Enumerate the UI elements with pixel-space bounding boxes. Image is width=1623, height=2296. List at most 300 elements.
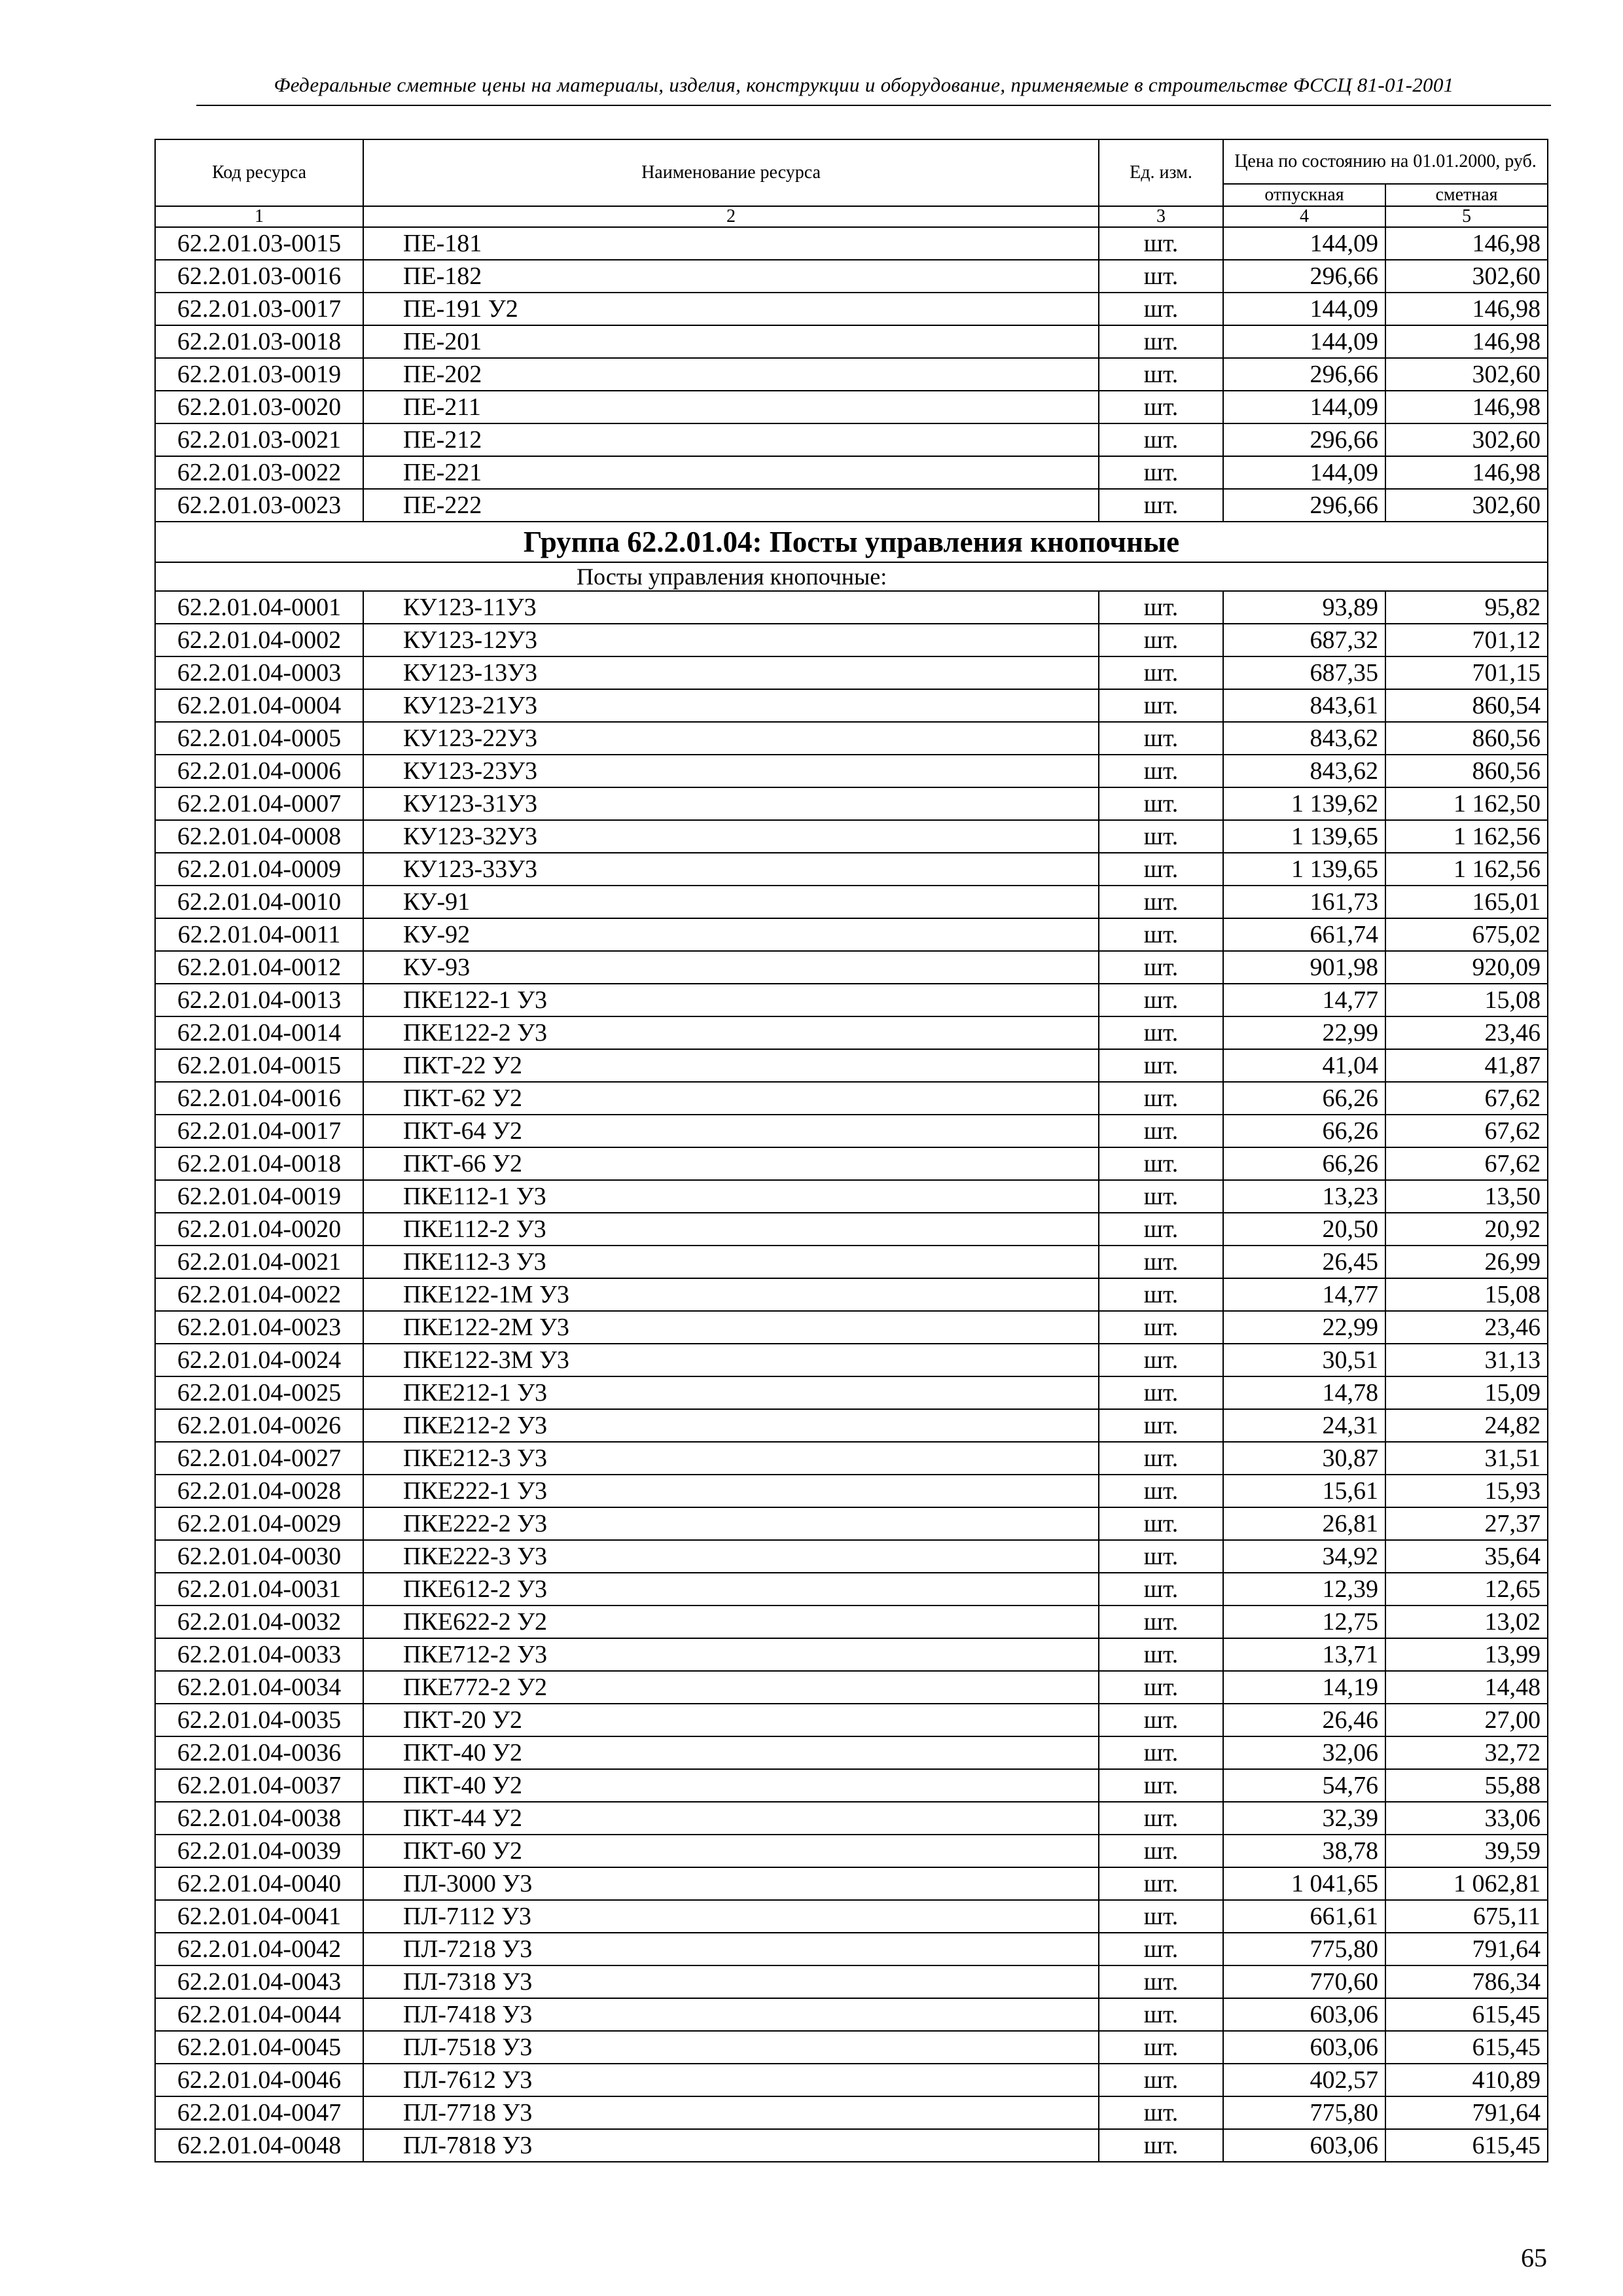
unit: шт. — [1099, 1475, 1223, 1507]
table-row — [155, 624, 1548, 656]
resource-name: КУ123-22У3 — [363, 722, 1099, 755]
price-estimate: 146,98 — [1385, 391, 1548, 423]
price-release: 843,62 — [1223, 722, 1385, 755]
unit: шт. — [1099, 984, 1223, 1016]
unit: шт. — [1099, 1376, 1223, 1409]
table-row — [155, 591, 1548, 624]
header-price: Цена по состоянию на 01.01.2000, руб. — [1223, 139, 1548, 184]
unit: шт. — [1099, 423, 1223, 456]
resource-name: ПКТ-66 У2 — [363, 1147, 1099, 1180]
unit: шт. — [1099, 1573, 1223, 1605]
resource-name: ПКЕ212-1 У3 — [363, 1376, 1099, 1409]
unit: шт. — [1099, 656, 1223, 689]
unit: шт. — [1099, 456, 1223, 489]
resource-name: ПЕ-222 — [363, 489, 1099, 522]
unit: шт. — [1099, 227, 1223, 260]
resource-code: 62.2.01.04-0021 — [155, 1246, 363, 1278]
price-release: 1 139,65 — [1223, 820, 1385, 853]
price-release: 38,78 — [1223, 1835, 1385, 1867]
resource-code: 62.2.01.04-0033 — [155, 1638, 363, 1671]
resource-code: 62.2.01.04-0041 — [155, 1900, 363, 1933]
table-row — [155, 2064, 1548, 2096]
price-estimate: 165,01 — [1385, 886, 1548, 918]
resource-code: 62.2.01.04-0025 — [155, 1376, 363, 1409]
table-row — [155, 1213, 1548, 1246]
unit: шт. — [1099, 1867, 1223, 1900]
resource-code: 62.2.01.04-0047 — [155, 2096, 363, 2129]
resource-code: 62.2.01.04-0001 — [155, 591, 363, 624]
price-estimate: 302,60 — [1385, 489, 1548, 522]
price-estimate: 410,89 — [1385, 2064, 1548, 2096]
unit: шт. — [1099, 918, 1223, 951]
resource-name: ПКТ-60 У2 — [363, 1835, 1099, 1867]
header-price-release: отпускная — [1223, 184, 1385, 206]
price-release: 775,80 — [1223, 1933, 1385, 1965]
price-release: 843,61 — [1223, 689, 1385, 722]
unit: шт. — [1099, 1311, 1223, 1344]
price-estimate: 23,46 — [1385, 1311, 1548, 1344]
unit: шт. — [1099, 260, 1223, 293]
price-release: 603,06 — [1223, 2031, 1385, 2064]
resource-name: ПЛ-7612 У3 — [363, 2064, 1099, 2096]
column-number: 1 — [155, 206, 363, 227]
unit: шт. — [1099, 1965, 1223, 1998]
price-release: 296,66 — [1223, 423, 1385, 456]
unit: шт. — [1099, 2031, 1223, 2064]
resource-code: 62.2.01.03-0022 — [155, 456, 363, 489]
resource-code: 62.2.01.04-0029 — [155, 1507, 363, 1540]
table-row — [155, 886, 1548, 918]
table-row — [155, 1769, 1548, 1802]
price-estimate: 15,08 — [1385, 984, 1548, 1016]
price-table — [154, 139, 1548, 2162]
table-row — [155, 1049, 1548, 1082]
table-row — [155, 820, 1548, 853]
table-row — [155, 1507, 1548, 1540]
table-row — [155, 689, 1548, 722]
resource-name: ПКЕ622-2 У2 — [363, 1605, 1099, 1638]
resource-code: 62.2.01.03-0021 — [155, 423, 363, 456]
resource-name: ПКЕ212-2 У3 — [363, 1409, 1099, 1442]
price-estimate: 615,45 — [1385, 1998, 1548, 2031]
price-estimate: 13,02 — [1385, 1605, 1548, 1638]
price-release: 144,09 — [1223, 391, 1385, 423]
resource-code: 62.2.01.04-0042 — [155, 1933, 363, 1965]
price-estimate: 15,08 — [1385, 1278, 1548, 1311]
resource-name: ПКЕ122-1 У3 — [363, 984, 1099, 1016]
subgroup-title: Посты управления кнопочные: — [363, 562, 1548, 591]
price-estimate: 701,12 — [1385, 624, 1548, 656]
resource-name: ПКЕ122-1М У3 — [363, 1278, 1099, 1311]
resource-code: 62.2.01.04-0039 — [155, 1835, 363, 1867]
column-number: 5 — [1385, 206, 1548, 227]
price-estimate: 41,87 — [1385, 1049, 1548, 1082]
price-estimate: 33,06 — [1385, 1802, 1548, 1835]
price-release: 687,32 — [1223, 624, 1385, 656]
unit: шт. — [1099, 1213, 1223, 1246]
table-row — [155, 1311, 1548, 1344]
table-row — [155, 787, 1548, 820]
price-release: 14,77 — [1223, 984, 1385, 1016]
price-estimate: 302,60 — [1385, 423, 1548, 456]
resource-name: ПКЕ112-3 У3 — [363, 1246, 1099, 1278]
price-release: 13,71 — [1223, 1638, 1385, 1671]
price-estimate: 20,92 — [1385, 1213, 1548, 1246]
table-row — [155, 1605, 1548, 1638]
table-row — [155, 1671, 1548, 1704]
resource-name: ПКТ-20 У2 — [363, 1704, 1099, 1736]
resource-code: 62.2.01.04-0031 — [155, 1573, 363, 1605]
table-row — [155, 260, 1548, 293]
resource-code: 62.2.01.04-0038 — [155, 1802, 363, 1835]
price-release: 603,06 — [1223, 1998, 1385, 2031]
resource-code: 62.2.01.04-0043 — [155, 1965, 363, 1998]
resource-name: КУ123-12У3 — [363, 624, 1099, 656]
price-estimate: 39,59 — [1385, 1835, 1548, 1867]
unit: шт. — [1099, 853, 1223, 886]
resource-name: ПКТ-64 У2 — [363, 1115, 1099, 1147]
resource-code: 62.2.01.04-0024 — [155, 1344, 363, 1376]
resource-code: 62.2.01.04-0003 — [155, 656, 363, 689]
unit: шт. — [1099, 1049, 1223, 1082]
resource-name: КУ123-21У3 — [363, 689, 1099, 722]
price-release: 402,57 — [1223, 2064, 1385, 2096]
unit: шт. — [1099, 1704, 1223, 1736]
price-estimate: 860,54 — [1385, 689, 1548, 722]
table-row — [155, 1016, 1548, 1049]
table-body-before — [155, 227, 1548, 522]
price-estimate: 31,51 — [1385, 1442, 1548, 1475]
resource-code: 62.2.01.04-0037 — [155, 1769, 363, 1802]
price-release: 26,81 — [1223, 1507, 1385, 1540]
unit: шт. — [1099, 1638, 1223, 1671]
resource-name: ПКЕ222-1 У3 — [363, 1475, 1099, 1507]
price-estimate: 701,15 — [1385, 656, 1548, 689]
header-price-estimate: сметная — [1385, 184, 1548, 206]
unit: шт. — [1099, 293, 1223, 325]
table-row — [155, 1442, 1548, 1475]
page-number: 65 — [1521, 2243, 1547, 2272]
price-release: 687,35 — [1223, 656, 1385, 689]
table-row — [155, 1736, 1548, 1769]
resource-name: ПЛ-7112 У3 — [363, 1900, 1099, 1933]
subgroup-code-cell — [155, 562, 363, 591]
price-estimate: 31,13 — [1385, 1344, 1548, 1376]
price-release: 901,98 — [1223, 951, 1385, 984]
table-row — [155, 358, 1548, 391]
resource-code: 62.2.01.04-0035 — [155, 1704, 363, 1736]
table-row — [155, 325, 1548, 358]
resource-name: ПЛ-3000 У3 — [363, 1867, 1099, 1900]
resource-name: ПЛ-7718 У3 — [363, 2096, 1099, 2129]
price-release: 775,80 — [1223, 2096, 1385, 2129]
table-row — [155, 391, 1548, 423]
unit: шт. — [1099, 2064, 1223, 2096]
price-estimate: 146,98 — [1385, 325, 1548, 358]
table-header — [155, 139, 1548, 227]
resource-code: 62.2.01.04-0048 — [155, 2129, 363, 2162]
price-release: 12,39 — [1223, 1573, 1385, 1605]
unit: шт. — [1099, 1278, 1223, 1311]
resource-code: 62.2.01.04-0016 — [155, 1082, 363, 1115]
resource-code: 62.2.01.04-0009 — [155, 853, 363, 886]
resource-code: 62.2.01.04-0027 — [155, 1442, 363, 1475]
price-release: 1 139,62 — [1223, 787, 1385, 820]
group-section — [155, 522, 1548, 591]
resource-name: ПКЕ212-3 У3 — [363, 1442, 1099, 1475]
price-release: 14,19 — [1223, 1671, 1385, 1704]
unit: шт. — [1099, 1998, 1223, 2031]
unit: шт. — [1099, 1082, 1223, 1115]
table-row — [155, 853, 1548, 886]
price-release: 13,23 — [1223, 1180, 1385, 1213]
price-estimate: 15,93 — [1385, 1475, 1548, 1507]
resource-name: ПКЕ122-2М У3 — [363, 1311, 1099, 1344]
resource-code: 62.2.01.03-0020 — [155, 391, 363, 423]
unit: шт. — [1099, 591, 1223, 624]
resource-code: 62.2.01.04-0040 — [155, 1867, 363, 1900]
price-estimate: 860,56 — [1385, 755, 1548, 787]
unit: шт. — [1099, 1933, 1223, 1965]
resource-name: КУ123-13У3 — [363, 656, 1099, 689]
price-release: 14,78 — [1223, 1376, 1385, 1409]
price-estimate: 27,00 — [1385, 1704, 1548, 1736]
price-release: 161,73 — [1223, 886, 1385, 918]
resource-name: КУ123-23У3 — [363, 755, 1099, 787]
price-release: 30,51 — [1223, 1344, 1385, 1376]
table-row — [155, 1638, 1548, 1671]
unit: шт. — [1099, 951, 1223, 984]
resource-name: ПКЕ222-3 У3 — [363, 1540, 1099, 1573]
table-row — [155, 755, 1548, 787]
price-estimate: 302,60 — [1385, 260, 1548, 293]
table-row — [155, 918, 1548, 951]
table-row — [155, 1082, 1548, 1115]
column-number: 3 — [1099, 206, 1223, 227]
table-row — [155, 1867, 1548, 1900]
resource-name: ПЕ-182 — [363, 260, 1099, 293]
price-release: 661,61 — [1223, 1900, 1385, 1933]
table-row — [155, 2031, 1548, 2064]
unit: шт. — [1099, 325, 1223, 358]
unit: шт. — [1099, 1900, 1223, 1933]
price-estimate: 14,48 — [1385, 1671, 1548, 1704]
table-row — [155, 1933, 1548, 1965]
table-row — [155, 1409, 1548, 1442]
resource-name: КУ123-33У3 — [363, 853, 1099, 886]
unit: шт. — [1099, 1736, 1223, 1769]
table-row — [155, 1998, 1548, 2031]
price-release: 30,87 — [1223, 1442, 1385, 1475]
price-estimate: 1 162,56 — [1385, 853, 1548, 886]
resource-code: 62.2.01.04-0011 — [155, 918, 363, 951]
table-row — [155, 1900, 1548, 1933]
unit: шт. — [1099, 820, 1223, 853]
price-estimate: 146,98 — [1385, 456, 1548, 489]
price-release: 14,77 — [1223, 1278, 1385, 1311]
table-row — [155, 1704, 1548, 1736]
table-row — [155, 1278, 1548, 1311]
resource-name: ПКЕ122-3М У3 — [363, 1344, 1099, 1376]
unit: шт. — [1099, 358, 1223, 391]
unit: шт. — [1099, 1409, 1223, 1442]
table-row — [155, 293, 1548, 325]
price-release: 1 139,65 — [1223, 853, 1385, 886]
resource-name: ПЕ-212 — [363, 423, 1099, 456]
price-release: 661,74 — [1223, 918, 1385, 951]
price-estimate: 32,72 — [1385, 1736, 1548, 1769]
price-release: 24,31 — [1223, 1409, 1385, 1442]
price-release: 26,45 — [1223, 1246, 1385, 1278]
resource-code: 62.2.01.04-0017 — [155, 1115, 363, 1147]
price-estimate: 24,82 — [1385, 1409, 1548, 1442]
table-row — [155, 1147, 1548, 1180]
resource-name: ПЕ-211 — [363, 391, 1099, 423]
price-release: 12,75 — [1223, 1605, 1385, 1638]
price-estimate: 12,65 — [1385, 1573, 1548, 1605]
unit: шт. — [1099, 689, 1223, 722]
unit: шт. — [1099, 886, 1223, 918]
price-release: 144,09 — [1223, 325, 1385, 358]
price-estimate: 67,62 — [1385, 1115, 1548, 1147]
resource-name: ПКЕ712-2 У3 — [363, 1638, 1099, 1671]
price-release: 32,06 — [1223, 1736, 1385, 1769]
unit: шт. — [1099, 1344, 1223, 1376]
table-row — [155, 1573, 1548, 1605]
price-estimate: 675,11 — [1385, 1900, 1548, 1933]
resource-code: 62.2.01.04-0022 — [155, 1278, 363, 1311]
header-unit: Ед. изм. — [1099, 139, 1223, 206]
price-release: 26,46 — [1223, 1704, 1385, 1736]
price-estimate: 67,62 — [1385, 1082, 1548, 1115]
price-release: 15,61 — [1223, 1475, 1385, 1507]
table-row — [155, 423, 1548, 456]
resource-name: ПЛ-7818 У3 — [363, 2129, 1099, 2162]
price-release: 66,26 — [1223, 1115, 1385, 1147]
resource-name: ПКТ-62 У2 — [363, 1082, 1099, 1115]
resource-code: 62.2.01.04-0010 — [155, 886, 363, 918]
resource-name: ПКЕ772-2 У2 — [363, 1671, 1099, 1704]
price-release: 34,92 — [1223, 1540, 1385, 1573]
table-row — [155, 1965, 1548, 1998]
price-estimate: 13,99 — [1385, 1638, 1548, 1671]
resource-code: 62.2.01.04-0036 — [155, 1736, 363, 1769]
unit: шт. — [1099, 1115, 1223, 1147]
price-release: 144,09 — [1223, 227, 1385, 260]
price-release: 296,66 — [1223, 489, 1385, 522]
price-estimate: 791,64 — [1385, 1933, 1548, 1965]
unit: шт. — [1099, 1016, 1223, 1049]
table-row — [155, 1835, 1548, 1867]
price-estimate: 1 062,81 — [1385, 1867, 1548, 1900]
resource-name: ПКЕ222-2 У3 — [363, 1507, 1099, 1540]
price-estimate: 615,45 — [1385, 2129, 1548, 2162]
subgroup-row — [155, 562, 1548, 591]
table-row — [155, 984, 1548, 1016]
price-release: 41,04 — [1223, 1049, 1385, 1082]
price-release: 93,89 — [1223, 591, 1385, 624]
column-number-row — [155, 206, 1548, 227]
resource-code: 62.2.01.04-0045 — [155, 2031, 363, 2064]
resource-code: 62.2.01.04-0020 — [155, 1213, 363, 1246]
resource-name: ПКТ-22 У2 — [363, 1049, 1099, 1082]
table-row — [155, 951, 1548, 984]
price-release: 296,66 — [1223, 358, 1385, 391]
resource-code: 62.2.01.04-0012 — [155, 951, 363, 984]
table-row — [155, 1344, 1548, 1376]
resource-code: 62.2.01.03-0018 — [155, 325, 363, 358]
header-name: Наименование ресурса — [363, 139, 1099, 206]
resource-name: ПЛ-7218 У3 — [363, 1933, 1099, 1965]
table-row — [155, 489, 1548, 522]
resource-code: 62.2.01.04-0018 — [155, 1147, 363, 1180]
resource-code: 62.2.01.04-0019 — [155, 1180, 363, 1213]
unit: шт. — [1099, 1442, 1223, 1475]
group-title: Группа 62.2.01.04: Посты управления кнопочные — [155, 522, 1548, 562]
price-estimate: 35,64 — [1385, 1540, 1548, 1573]
price-release: 843,62 — [1223, 755, 1385, 787]
resource-name: ПЕ-202 — [363, 358, 1099, 391]
resource-code: 62.2.01.04-0015 — [155, 1049, 363, 1082]
price-estimate: 675,02 — [1385, 918, 1548, 951]
resource-name: ПЕ-221 — [363, 456, 1099, 489]
price-estimate: 13,50 — [1385, 1180, 1548, 1213]
unit: шт. — [1099, 2096, 1223, 2129]
unit: шт. — [1099, 755, 1223, 787]
price-estimate: 15,09 — [1385, 1376, 1548, 1409]
resource-name: ПЛ-7518 У3 — [363, 2031, 1099, 2064]
resource-code: 62.2.01.04-0046 — [155, 2064, 363, 2096]
price-release: 22,99 — [1223, 1311, 1385, 1344]
column-number: 4 — [1223, 206, 1385, 227]
price-estimate: 146,98 — [1385, 293, 1548, 325]
price-estimate: 1 162,56 — [1385, 820, 1548, 853]
price-release: 1 041,65 — [1223, 1867, 1385, 1900]
header-rule — [196, 105, 1551, 106]
unit: шт. — [1099, 2129, 1223, 2162]
table-row — [155, 1475, 1548, 1507]
price-release: 32,39 — [1223, 1802, 1385, 1835]
table-row — [155, 722, 1548, 755]
resource-code: 62.2.01.04-0008 — [155, 820, 363, 853]
resource-code: 62.2.01.04-0014 — [155, 1016, 363, 1049]
table-row — [155, 1115, 1548, 1147]
price-estimate: 1 162,50 — [1385, 787, 1548, 820]
resource-name: КУ123-11У3 — [363, 591, 1099, 624]
resource-code: 62.2.01.03-0016 — [155, 260, 363, 293]
resource-code: 62.2.01.04-0007 — [155, 787, 363, 820]
resource-name: КУ-92 — [363, 918, 1099, 951]
resource-name: КУ123-32У3 — [363, 820, 1099, 853]
resource-code: 62.2.01.04-0013 — [155, 984, 363, 1016]
group-row — [155, 522, 1548, 562]
unit: шт. — [1099, 1246, 1223, 1278]
unit: шт. — [1099, 624, 1223, 656]
resource-name: КУ123-31У3 — [363, 787, 1099, 820]
resource-code: 62.2.01.04-0006 — [155, 755, 363, 787]
resource-name: ПКТ-44 У2 — [363, 1802, 1099, 1835]
resource-code: 62.2.01.04-0005 — [155, 722, 363, 755]
price-release: 54,76 — [1223, 1769, 1385, 1802]
unit: шт. — [1099, 1671, 1223, 1704]
price-release: 296,66 — [1223, 260, 1385, 293]
unit: шт. — [1099, 1605, 1223, 1638]
table-row — [155, 2096, 1548, 2129]
price-estimate: 26,99 — [1385, 1246, 1548, 1278]
resource-name: ПКЕ612-2 У3 — [363, 1573, 1099, 1605]
table-row — [155, 1180, 1548, 1213]
table-row — [155, 456, 1548, 489]
